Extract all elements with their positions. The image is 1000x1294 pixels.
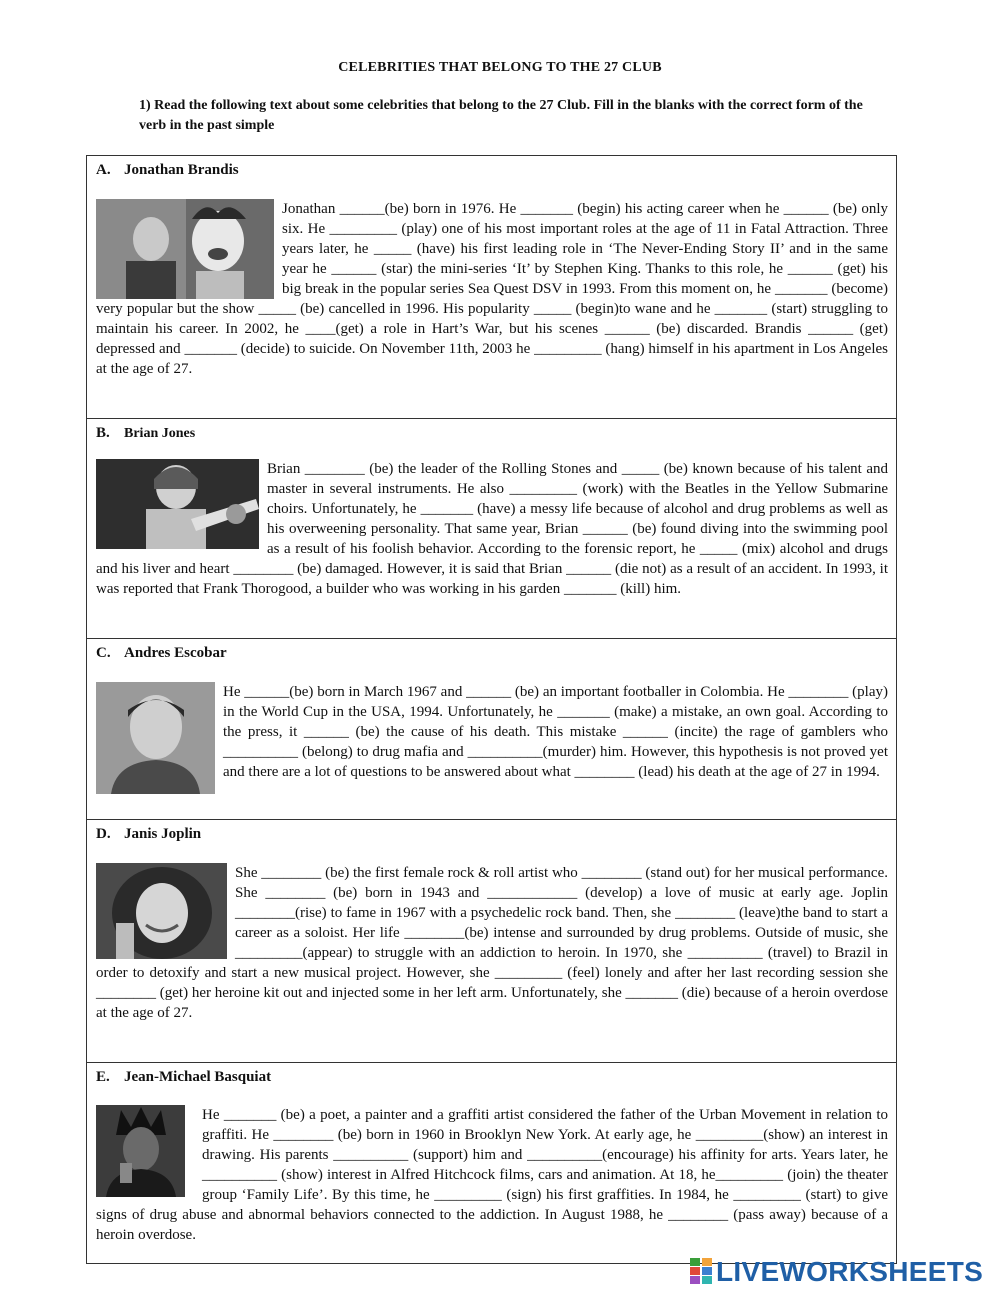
- section-text: He ______(be) born in March 1967 and ______ (be) an important footballer in Colombia. He ________ (play) in the World Cup in the USA, 1994. Unfortunately, he _______ (make) a mistake, an own goal. According to the press, it ______ (be) the cause of his death. This mistake ______ (incite) the rage of gamblers who __________ (belong) to drug mafia and __________(murder) him. However, this hypothesis is not proved yet and there are a lot of questions to be answered about what ________ (lead) his death at the age of 27 in 1994.: [223, 684, 888, 780]
- celebrity-name: Brian Jones: [124, 426, 196, 441]
- section-body: [96, 459, 888, 599]
- section-letter: B.: [96, 425, 110, 441]
- section-heading: [96, 162, 239, 179]
- section-a: [87, 156, 896, 418]
- section-text: She ________ (be) the first female rock & roll artist who ________ (stand out) for her musical performance. She ________ (be) born in 1943 and ____________ (develop) a love of music at early age. Joplin ________(rise) to fame in 1967 with a psychedelic rock band. Then, she ________ (leave)the band to start a career as a soloist. Her life ________(be) intense and surrounded by drug problems. Outside of music, she _________(appear) to struggle with an addiction to heroin. In 1970, she __________ (travel) to Brazil in order to detoxify and start a new musical project. However, she _________ (feel) lonely and after her last recording session she ________ (get) her heroine kit out and injected some in her left arm. Unfortunately, she _______ (die) because of a heroin overdose at the age of 27.: [96, 865, 888, 1021]
- page-title: CELEBRITIES THAT BELONG TO THE 27 CLUB: [338, 60, 662, 75]
- section-body: [96, 682, 888, 794]
- section-letter: E.: [96, 1069, 110, 1085]
- worksheet-box: [86, 155, 897, 1264]
- celebrity-photo: [96, 682, 215, 794]
- brand-logo: [690, 1256, 990, 1288]
- celebrity-name: Jean-Michael Basquiat: [124, 1069, 272, 1085]
- photo-jean-michael-basquiat-icon: [96, 1105, 185, 1197]
- section-heading: [96, 425, 195, 442]
- photo-jonathan-brandis-icon: [96, 199, 274, 299]
- celebrity-photo: [96, 459, 259, 549]
- photo-janis-joplin-icon: [96, 863, 227, 959]
- celebrity-name: Jonathan Brandis: [124, 162, 239, 178]
- section-text: Jonathan ______(be) born in 1976. He _______ (begin) his acting career when he ______ (be) only six. He _________ (play) one of his most important roles at the age of 11 in Fatal Attraction. Three years later, he _____ (have) his first leading role in ‘The Never-Ending Story II’ and in the same year he ______ (star) the mini-series ‘It’ by Stephen King. Thanks to this role, he ______ (get) his big break in the popular series Sea Quest DSV in 1993. From this moment on, he _______ (become) very popular but the show _____ (be) cancelled in 1996. His popularity _____ (begin)to wane and he _______ (start) struggling to maintain his career. In 2002, he ____(get) a role in Hart’s War, but his scenes ______ (be) discarded. Brandis ______ (get) depressed and _______ (decide) to suicide. On November 11th, 2003 he _________ (hang) himself in his apartment in Los Angeles at the age of 27.: [96, 201, 888, 377]
- section-body: [96, 1105, 888, 1245]
- celebrity-photo: [96, 1105, 185, 1197]
- section-body: [96, 199, 888, 379]
- celebrity-photo: [96, 863, 227, 959]
- celebrity-name: Janis Joplin: [124, 826, 202, 842]
- section-text: He _______ (be) a poet, a painter and a graffiti artist considered the father of the Urban Movement in relation to graffiti. He ________ (be) born in 1960 in Brooklyn New York. At early age, he _________(show) an interest in drawing. His parents __________ (support) him and __________(encourage) his affinity for arts. Years later, he __________ (show) interest in Alfred Hitchcock films, cars and animation. At 18, he_________ (join) the theater group ‘Family Life’. By this time, he _________ (sign) his first graffities. In 1984, he _________ (start) to give signs of drug abuse and abnormal behaviors connected to the addiction. In August 1988, he ________ (pass away) because of a heroin overdose.: [96, 1107, 888, 1243]
- photo-brian-jones-icon: [96, 459, 259, 549]
- celebrity-photo: [96, 199, 274, 299]
- section-letter: D.: [96, 826, 111, 842]
- section-letter: A.: [96, 162, 111, 178]
- section-body: [96, 863, 888, 1023]
- section-c: [87, 638, 896, 819]
- celebrity-name: Andres Escobar: [124, 645, 227, 661]
- section-heading: [96, 645, 227, 662]
- section-letter: C.: [96, 645, 111, 661]
- brand-wordmark: LIVEWORKSHEETS: [716, 1256, 984, 1287]
- liveworksheets-logo-icon: [690, 1258, 712, 1284]
- section-d: [87, 819, 896, 1062]
- section-text: Brian ________ (be) the leader of the Rolling Stones and _____ (be) known because of his talent and master in several instruments. He also _________ (work) with the Beatles in the Yellow Submarine choirs. Unfortunately, he _______ (have) a messy life because of alcohol and drug problems as well as his overweening personality. That same year, Brian ______ (be) found diving into the swimming pool as a result of his foolish behavior. According to the forensic report, he _____ (mix) alcohol and drugs and his liver and heart ________ (be) damaged. However, it is said that Brian ______ (die not) as a result of an accident. In 1993, it was reported that Frank Thorogood, a builder who was working in his garden _______ (kill) him.: [96, 461, 888, 597]
- section-heading: [96, 826, 201, 843]
- section-b: [87, 418, 896, 638]
- section-heading: [96, 1069, 271, 1086]
- section-e: [87, 1062, 896, 1265]
- instruction-text: 1) Read the following text about some celebrities that belong to the 27 Club. Fill in the blanks with the correct form of the verb in the past simple: [139, 98, 863, 133]
- photo-andres-escobar-icon: [96, 682, 215, 794]
